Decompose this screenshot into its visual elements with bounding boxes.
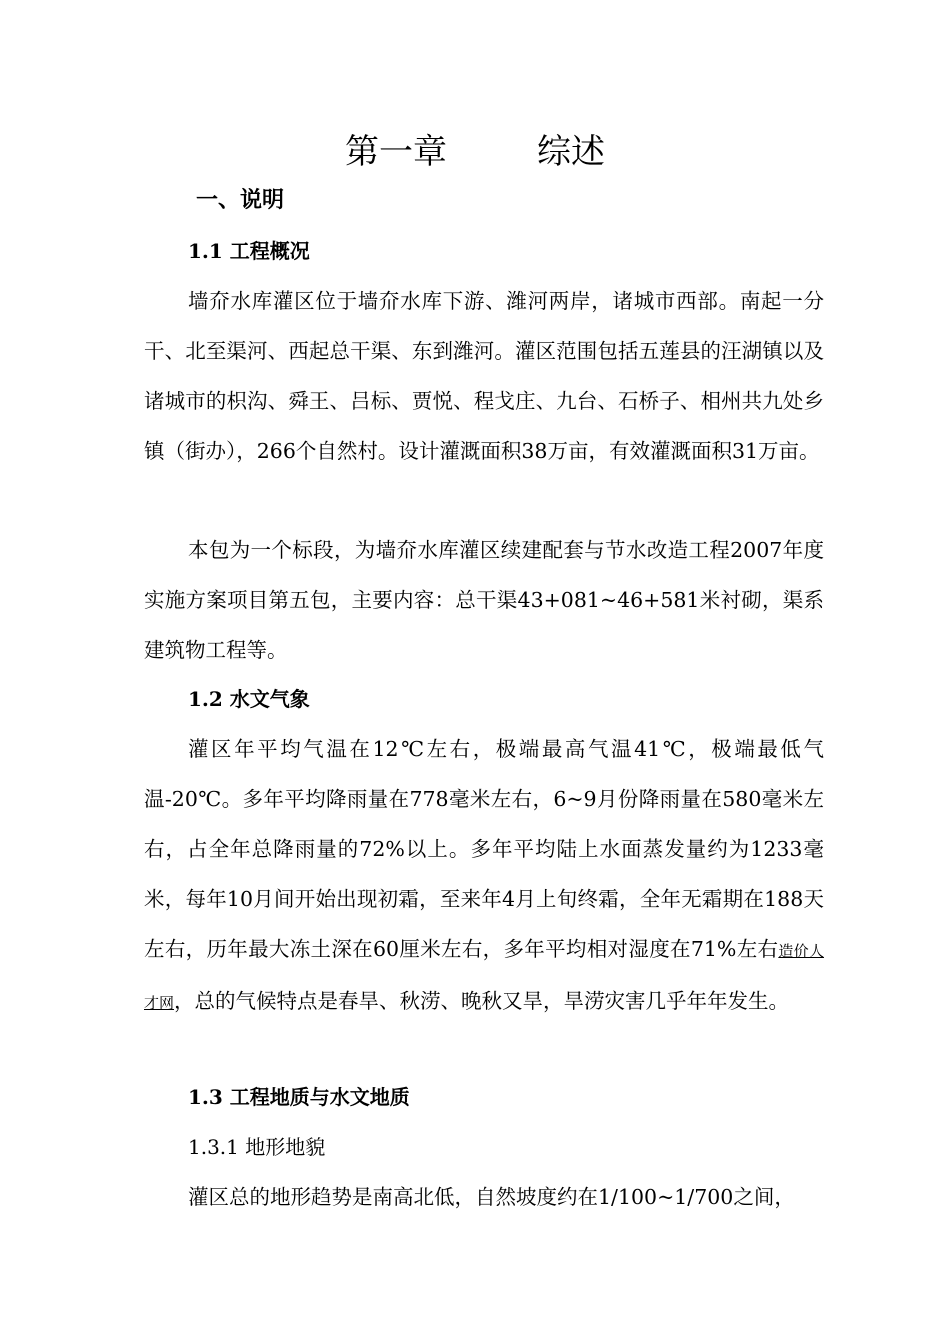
paragraph-terrain: 灌区总的地形趋势是南高北低，自然坡度约在1/100~1/700之间， (188, 1185, 795, 1209)
chapter-number: 第一章 (345, 132, 447, 172)
paragraph-hydrology-climate (144, 724, 824, 1028)
climate-text-before-link: 灌区年平均气温在12℃左右，极端最高气温41℃，极端最低气温-20℃。多年平均降雨量在778毫米左右，6~9月份降雨量在580毫米左右，占全年总降雨量的72%以上。多年平均陆上水面蒸发量约为1233毫米，每年10月间开始出现初霜，至来年4月上旬终霜，全年无霜期在188天左右，历年最大冻土深在60厘米左右，多年平均相对湿度在71%左右 (144, 737, 824, 961)
subsection-heading-1-3-1: 1.3.1 地形地貌 (188, 1135, 326, 1159)
subsection-heading-1-3: 1.3 工程地质与水文地质 (188, 1085, 410, 1109)
subsection-heading-1-2: 1.2 水文气象 (188, 687, 310, 711)
paragraph-package-scope: 本包为一个标段，为墙夼水库灌区续建配套与节水改造工程2007年度实施方案项目第五包，主要内容：总干渠43+081~46+581米衬砌，渠系建筑物工程等。 (144, 538, 824, 662)
ad-link[interactable]: 造价人才网 (144, 942, 824, 1012)
subsection-heading-1-1: 1.1 工程概况 (188, 239, 310, 263)
section-heading: 一、说明 (196, 188, 285, 213)
climate-text-after-link: ，总的气候特点是春旱、秋涝、晚秋又旱，旱涝灾害几乎年年发生。 (174, 989, 790, 1013)
chapter-name: 综述 (537, 132, 605, 172)
chapter-title (0, 128, 950, 176)
paragraph-project-overview: 墙夼水库灌区位于墙夼水库下游、潍河两岸，诸城市西部。南起一分干、北至渠河、西起总干渠、东到潍河。灌区范围包括五莲县的汪湖镇以及诸城市的枳沟、舜王、吕标、贾悦、程戈庄、九台、石桥子、相州共九处乡镇（街办），266个自然村。设计灌溉面积38万亩，有效灌溉面积31万亩。 (144, 289, 824, 463)
